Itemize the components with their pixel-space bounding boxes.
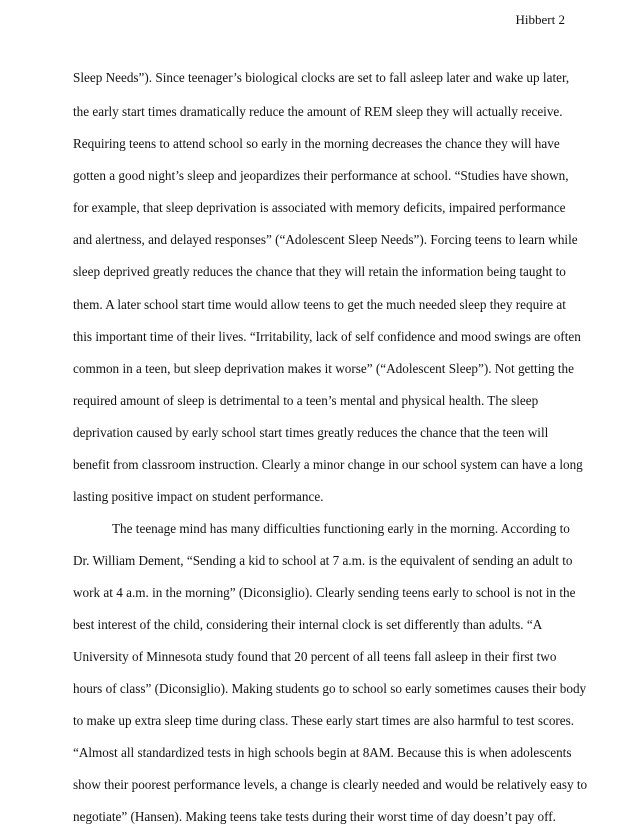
body-line: and alertness, and delayed responses” (“Adolescent Sleep Needs”). Forcing teens to learn while <box>73 232 578 247</box>
body-line: best interest of the child, considering their internal clock is set differently than adults. “A <box>73 617 543 632</box>
body-line: University of Minnesota study found that 20 percent of all teens fall asleep in their first two <box>73 649 557 664</box>
body-line: sleep deprived greatly reduces the chance that they will retain the information being taught to <box>73 264 566 279</box>
body-line: Sleep Needs”). Since teenager’s biological clocks are set to fall asleep later and wake up later, <box>73 70 570 85</box>
body-line: “Almost all standardized tests in high schools begin at 8AM. Because this is when adolescents <box>73 745 572 760</box>
body-line: the early start times dramatically reduce the amount of REM sleep they will actually receive. <box>73 104 563 119</box>
body-line: them. A later school start time would allow teens to get the much needed sleep they require at <box>73 297 566 312</box>
body-line: this important time of their lives. “Irritability, lack of self confidence and mood swings are often <box>73 329 581 344</box>
body-line: hours of class” (Diconsiglio). Making students go to school so early sometimes causes their body <box>73 681 587 696</box>
paragraph-first-line: The teenage mind has many difficulties functioning early in the morning. According to <box>112 521 570 536</box>
body-line: gotten a good night’s sleep and jeopardizes their performance at school. “Studies have shown, <box>73 168 569 183</box>
body-line: Requiring teens to attend school so early in the morning decreases the chance they will have <box>73 136 560 151</box>
body-line: benefit from classroom instruction. Clearly a minor change in our school system can have a long <box>73 457 583 472</box>
body-line: for example, that sleep deprivation is associated with memory deficits, impaired performance <box>73 200 566 215</box>
running-head: Hibbert 2 <box>515 12 565 27</box>
body-line: lasting positive impact on student performance. <box>73 489 324 504</box>
body-line: common in a teen, but sleep deprivation makes it worse” (“Adolescent Sleep”). Not getting the <box>73 361 574 376</box>
body-line: negotiate” (Hansen). Making teens take tests during their worst time of day doesn’t pay off. <box>73 809 556 824</box>
body-line: required amount of sleep is detrimental to a teen’s mental and physical health. The sleep <box>73 393 539 408</box>
body-line: show their poorest performance levels, a change is clearly needed and would be relatively easy to <box>73 777 588 792</box>
body-line: Dr. William Dement, “Sending a kid to school at 7 a.m. is the equivalent of sending an adult to <box>73 553 573 568</box>
body-line: to make up extra sleep time during class. These early start times are also harmful to test scores. <box>73 713 575 728</box>
body-line: work at 4 a.m. in the morning” (Diconsiglio). Clearly sending teens early to school is not in the <box>73 585 576 600</box>
body-line: deprivation caused by early school start times greatly reduces the chance that the teen will <box>73 425 549 440</box>
